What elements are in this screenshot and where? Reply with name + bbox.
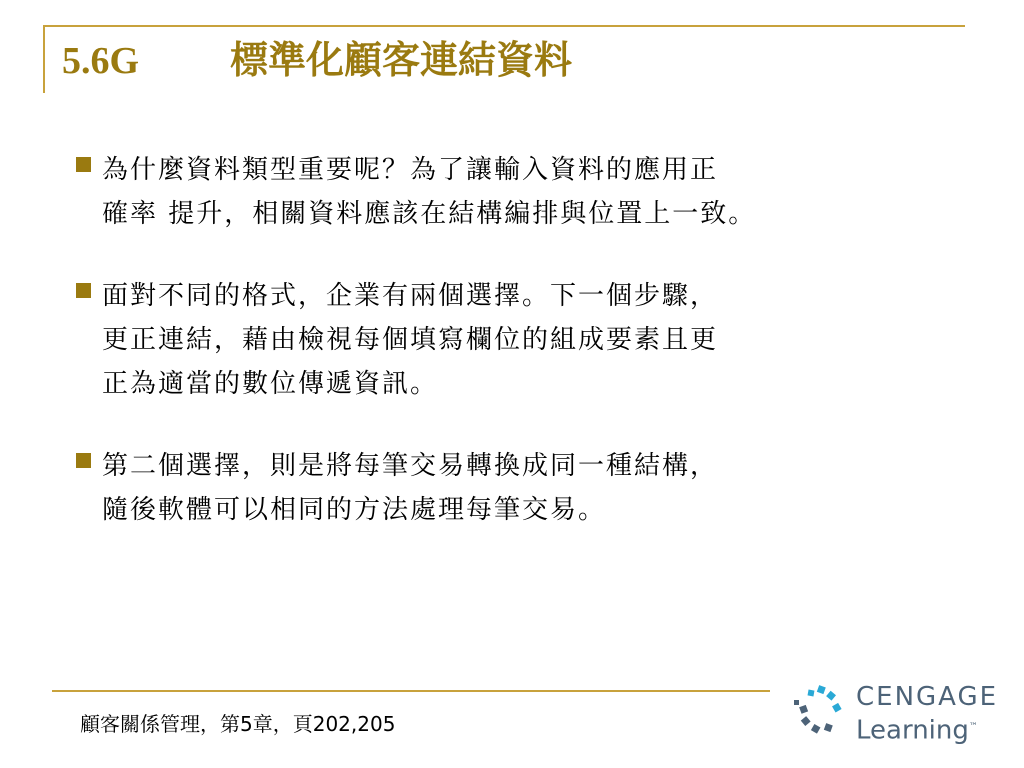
bullet-line: 第二個選擇，則是將每筆交易轉換成同一種結構， [102, 451, 719, 481]
cengage-pinwheel-icon [792, 684, 848, 740]
footer-source: 顧客關係管理，第5章，頁202,205 [80, 712, 396, 736]
cengage-logo [792, 682, 1007, 744]
square-bullet-icon [76, 157, 91, 172]
bullet-line: 確率 提升，相關資料應該在結構編排與位置上一致。 [102, 199, 757, 229]
square-bullet-icon [76, 453, 91, 468]
bullet-line: 面對不同的格式，企業有兩個選擇。下一個步驟， [102, 281, 719, 311]
bullet-list [74, 148, 1019, 570]
bullet-line: 更正連結，藉由檢視每個填寫欄位的組成要素且更 [102, 325, 719, 355]
title-number: 5.6G [62, 40, 140, 82]
bullet-line: 正為適當的數位傳遞資訊。 [102, 369, 439, 399]
bullet-line: 隨後軟體可以相同的方法處理每筆交易。 [102, 495, 607, 525]
logo-brand: CENGAGE [856, 682, 999, 712]
square-bullet-icon [76, 283, 91, 298]
bullet-line: 為什麼資料類型重要呢？為了讓輸入資料的應用正 [102, 155, 719, 185]
title-text: 標準化顧客連結資料 [230, 40, 573, 82]
footer-rule [52, 690, 770, 692]
logo-trademark: ™ [968, 722, 978, 732]
logo-sub-text: Learning [856, 715, 969, 746]
slide-title [62, 42, 572, 80]
left-rule [43, 25, 45, 93]
top-rule [43, 25, 965, 27]
bullet-item [74, 444, 1019, 532]
bullet-item [74, 274, 1019, 406]
logo-sub [856, 712, 978, 746]
bullet-item [74, 148, 1019, 236]
